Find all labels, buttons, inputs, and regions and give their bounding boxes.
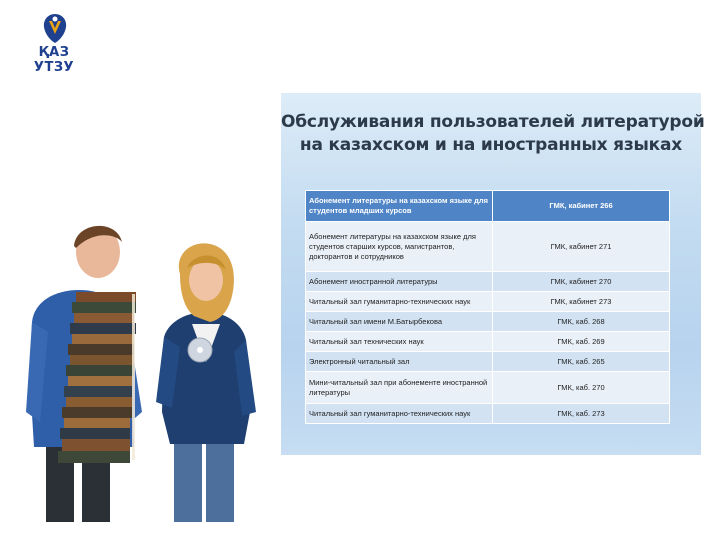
panel-title xyxy=(281,111,705,157)
table-row xyxy=(306,312,670,332)
service-name: Читальный зал имени М.Батырбекова xyxy=(306,312,493,332)
service-location: ГМК, каб. 270 xyxy=(493,372,670,404)
service-name: Электронный читальный зал xyxy=(306,352,493,372)
university-emblem-icon xyxy=(38,12,72,44)
library-services-panel xyxy=(281,93,705,455)
service-name: Абонемент литературы на казахском языке для студентов младших курсов xyxy=(306,191,493,222)
panel-title-line-1: Обслуживания пользователей литературой xyxy=(281,112,705,132)
panel-title-line-2: на казахском и на иностранных языках xyxy=(299,135,683,155)
service-location: ГМК, кабинет 273 xyxy=(493,292,670,312)
service-location: ГМК, каб. 268 xyxy=(493,312,670,332)
service-name: Абонемент иностранной литературы xyxy=(306,272,493,292)
service-name: Читальный зал гуманитарно-технических наук xyxy=(306,404,493,424)
service-location: ГМК, каб. 273 xyxy=(493,404,670,424)
service-location: ГМК, кабинет 266 xyxy=(493,191,670,222)
students-with-books-image xyxy=(24,212,274,522)
table-row xyxy=(306,352,670,372)
service-location: ГМК, каб. 265 xyxy=(493,352,670,372)
service-name: Читальный зал гуманитарно-технических наук xyxy=(306,292,493,312)
table-row xyxy=(306,372,670,404)
table-row xyxy=(306,191,670,222)
service-location: ГМК, кабинет 270 xyxy=(493,272,670,292)
logo-text: ҚАЗ УТЗУ xyxy=(33,45,75,75)
university-logo xyxy=(18,12,90,75)
services-table xyxy=(305,190,670,424)
service-name: Читальный зал технических наук xyxy=(306,332,493,352)
table-row xyxy=(306,272,670,292)
table-row xyxy=(306,404,670,424)
service-location: ГМК, каб. 269 xyxy=(493,332,670,352)
table-row xyxy=(306,222,670,272)
table-row xyxy=(306,332,670,352)
service-location: ГМК, кабинет 271 xyxy=(493,222,670,272)
table-row xyxy=(306,292,670,312)
service-name: Абонемент литературы на казахском языке для студентов старших курсов, магистрантов, докторантов и сотрудников xyxy=(306,222,493,272)
service-name: Мини-читальный зал при абонементе иностранной литературы xyxy=(306,372,493,404)
